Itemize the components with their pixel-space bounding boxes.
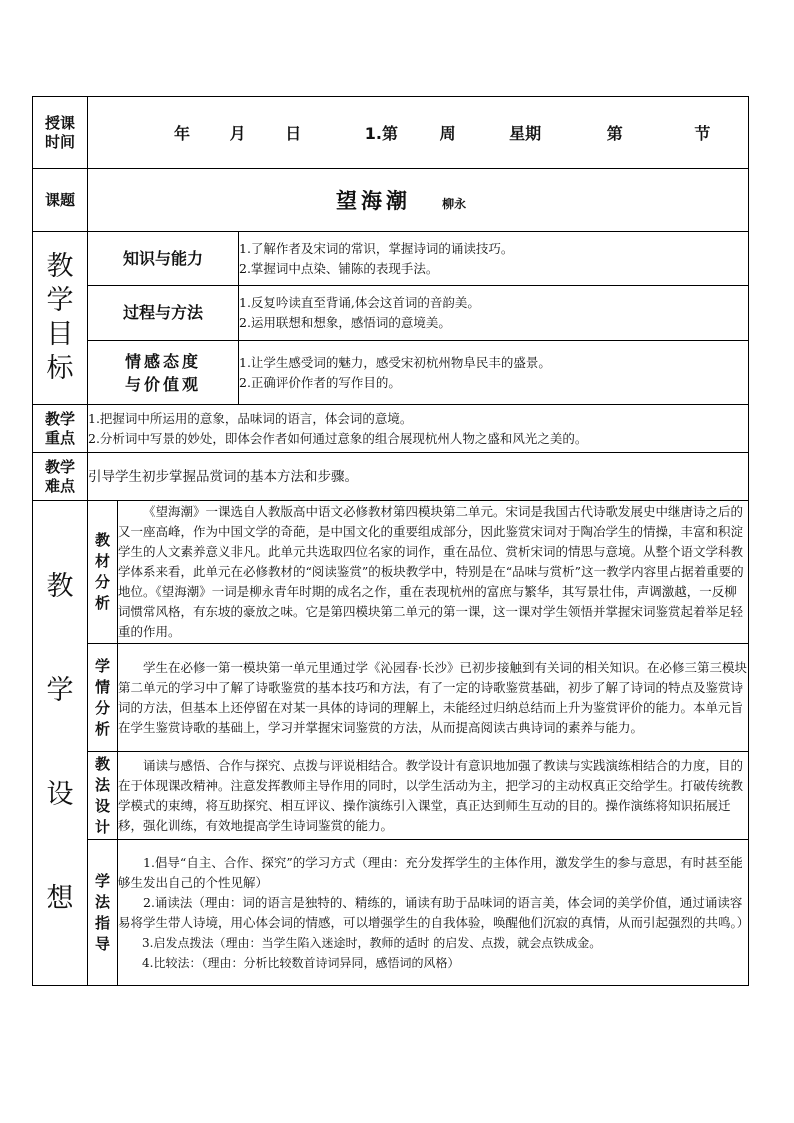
textbook-text	[118, 501, 749, 644]
design-row-learning	[33, 840, 749, 986]
focus-row	[33, 405, 749, 453]
method-label	[88, 752, 118, 840]
emotion-text	[239, 341, 749, 405]
design-label-char: 设	[46, 779, 74, 810]
difficulty-row	[33, 453, 749, 501]
method-paragraph: 诵读与感悟、合作与探究、点拨与评说相结合。教学设计有意识地加强了教读与实践演练相结合的力度，目的在于体现课改精神。注意发挥教师主导作用的同时，以学生活动为主，把学习的主动权真正交给学生。打破传统教学模式的束缚，将互助探究、相互评议、操作演练引入课堂，真正达到师生互动的目的。操作演练将知识拓展迁移，强化训练，有效地提高学生诗词鉴赏的能力。	[118, 757, 744, 833]
learning-label	[88, 840, 118, 986]
learning-item: 1.倡导“自主、合作、探究”的学习方式（理由：充分发挥学生的主体作用，激发学生的参与意思，有时甚至能够生发出自己的个性见解）	[118, 854, 743, 890]
topic-author: 柳永	[442, 197, 467, 211]
difficulty-text	[88, 453, 749, 501]
day-label: 日	[285, 124, 302, 143]
goals-label-char: 学	[46, 285, 74, 316]
year-label: 年	[174, 124, 191, 143]
learning-label-char: 学	[94, 871, 110, 890]
date-fields	[88, 97, 749, 169]
topic-row	[33, 169, 749, 232]
week-prefix: 1.第	[364, 124, 398, 143]
knowledge-line: 1.了解作者及宋词的常识，掌握诗词的诵读技巧。	[239, 240, 514, 256]
learning-item: 4.比较法：（理由：分析比较数首诗词异同，感悟词的风格）	[142, 955, 460, 970]
goal-row-emotion	[33, 341, 749, 405]
students-label-char: 分	[94, 698, 110, 717]
knowledge-text	[239, 232, 749, 286]
emotion-label	[88, 341, 239, 405]
difficulty-label	[33, 453, 88, 501]
textbook-label-char: 析	[94, 594, 110, 612]
focus-label	[33, 405, 88, 453]
learning-label-char: 指	[94, 913, 110, 932]
design-row-method	[33, 752, 749, 840]
focus-line: 2.分析词中写景的妙处，即体会作者如何通过意象的组合展现杭州人物之盛和风光之美的。	[88, 430, 588, 446]
goals-label-char: 目	[46, 319, 74, 350]
goals-label	[33, 232, 88, 405]
knowledge-line: 2.掌握词中点染、铺陈的表现手法。	[239, 260, 439, 276]
difficulty-line: 引导学生初步掌握品赏词的基本方法和步骤。	[88, 468, 358, 485]
design-label-char: 想	[46, 883, 74, 914]
lesson-plan-page	[32, 96, 748, 986]
students-label-char: 学	[94, 656, 110, 675]
focus-text	[88, 405, 749, 453]
learning-label-char: 法	[94, 892, 110, 911]
lesson-plan-table	[32, 96, 749, 986]
learning-label-char: 导	[94, 934, 110, 953]
difficulty-label-line2: 难点	[44, 476, 75, 495]
focus-label-line1: 教学	[44, 409, 75, 428]
design-label-char: 教	[46, 571, 74, 602]
emotion-line: 1.让学生感受词的魅力，感受宋初杭州物阜民丰的盛景。	[239, 354, 551, 370]
method-label-char: 教	[94, 754, 110, 773]
date-label-cell	[33, 97, 88, 169]
goals-label-char: 标	[46, 353, 74, 384]
emotion-line: 2.正确评价作者的写作目的。	[239, 374, 401, 390]
design-label-char: 学	[46, 675, 74, 706]
textbook-paragraph: 《望海潮》一课选自人教版高中语文必修教材第四模块第二单元。宋词是我国古代诗歌发展史中继唐诗之后的又一座高峰，作为中国文学的奇葩，是中国文化的重要组成部分，因此鉴赏宋词对于陶冶学生的情操，丰富和积淀学生的人文素养意义非凡。此单元共选取四位名家的词作，重在品位、赏析宋词的情思与意境。从整个语文学科教学体系来看，此单元在必修教材的“阅读鉴赏”的板块教学中，特别是在“品味与赏析”这一教学内容里占据着重要的地位。《望海潮》一词是柳永青年时期的成名之作，重在表现杭州的富庶与繁华，其写景壮伟，声调激越，一反柳词惯常风格，有东坡的豪放之味。它是第四模块第二单元的第一课，这一课对学生领悟并掌握宋词鉴赏起着举足轻重的作用。	[118, 504, 744, 639]
learning-item: 2.诵读法（理由：词的语言是独特的、精练的，诵读有助于品味词的语言美，体会词的美学价值，通过诵读容易将学生带人诗境，用心体会词的情感，可以增强学生的自我体验，唤醒他们沉寂的真情，从而引起强烈的共鸣。）	[118, 894, 750, 930]
topic-title: 望海潮	[336, 188, 411, 213]
students-label	[88, 644, 118, 752]
date-label: 授课时间	[44, 113, 75, 151]
students-text	[118, 644, 749, 752]
students-label-char: 析	[94, 719, 110, 738]
students-paragraph: 学生在必修一第一模块第一单元里通过学《沁园春·长沙》已初步接触到有关词的相关知识。在必修三第三模块第二单元的学习中了解了诗歌鉴赏的基本技巧和方法，有了一定的诗歌鉴赏基础，初步了解了诗词的特点及鉴赏诗词的方法，但基本上还停留在对某一具体的诗词的理解上，未能经过归纳总结而上升为鉴赏评价的能力。本单元旨在学生鉴赏诗歌的基础上，学习并掌握宋词鉴赏的方法，从而提高阅读古典诗词的素养与能力。	[118, 659, 747, 735]
learning-text	[118, 840, 749, 986]
knowledge-label: 知识与能力	[88, 232, 239, 286]
process-line: 1.反复吟读直至背诵,体会这首词的音韵美。	[239, 295, 480, 310]
process-line: 2.运用联想和想象，感悟词的意境美。	[239, 315, 451, 330]
week-label: 周	[439, 124, 456, 143]
method-text	[118, 752, 749, 840]
method-label-char: 法	[94, 775, 110, 794]
textbook-label-char: 材	[94, 552, 110, 570]
topic-label: 课题	[33, 169, 88, 232]
textbook-label-char: 教	[94, 531, 110, 549]
design-row-students	[33, 644, 749, 752]
difficulty-label-line1: 教学	[44, 457, 75, 476]
emotion-label-line2: 与价值观	[124, 374, 201, 394]
students-label-char: 情	[94, 677, 110, 696]
method-label-char: 计	[94, 817, 110, 836]
period-label: 节	[694, 124, 711, 143]
emotion-label-line1: 情感态度	[124, 351, 201, 371]
textbook-label	[88, 501, 118, 644]
focus-line: 1.把握词中所运用的意象，品味词的语言，体会词的意境。	[88, 410, 413, 426]
goals-label-char: 教	[46, 251, 74, 282]
textbook-label-char: 分	[94, 573, 110, 591]
process-label: 过程与方法	[88, 286, 239, 341]
topic-cell	[88, 169, 749, 232]
goal-row-knowledge	[33, 232, 749, 286]
process-text	[239, 286, 749, 341]
design-row-textbook	[33, 501, 749, 644]
design-label	[33, 501, 88, 986]
period-prefix: 第	[606, 124, 623, 143]
learning-item: 3.启发点拨法（理由：当学生陷入迷途时，教师的适时 的启发、点拨，就会点铁成金。	[142, 935, 602, 950]
goal-row-process	[33, 286, 749, 341]
method-label-char: 设	[94, 796, 110, 815]
focus-label-line2: 重点	[44, 428, 75, 447]
weekday-label: 星期	[509, 124, 542, 143]
date-row	[33, 97, 749, 169]
month-label: 月	[229, 124, 246, 143]
